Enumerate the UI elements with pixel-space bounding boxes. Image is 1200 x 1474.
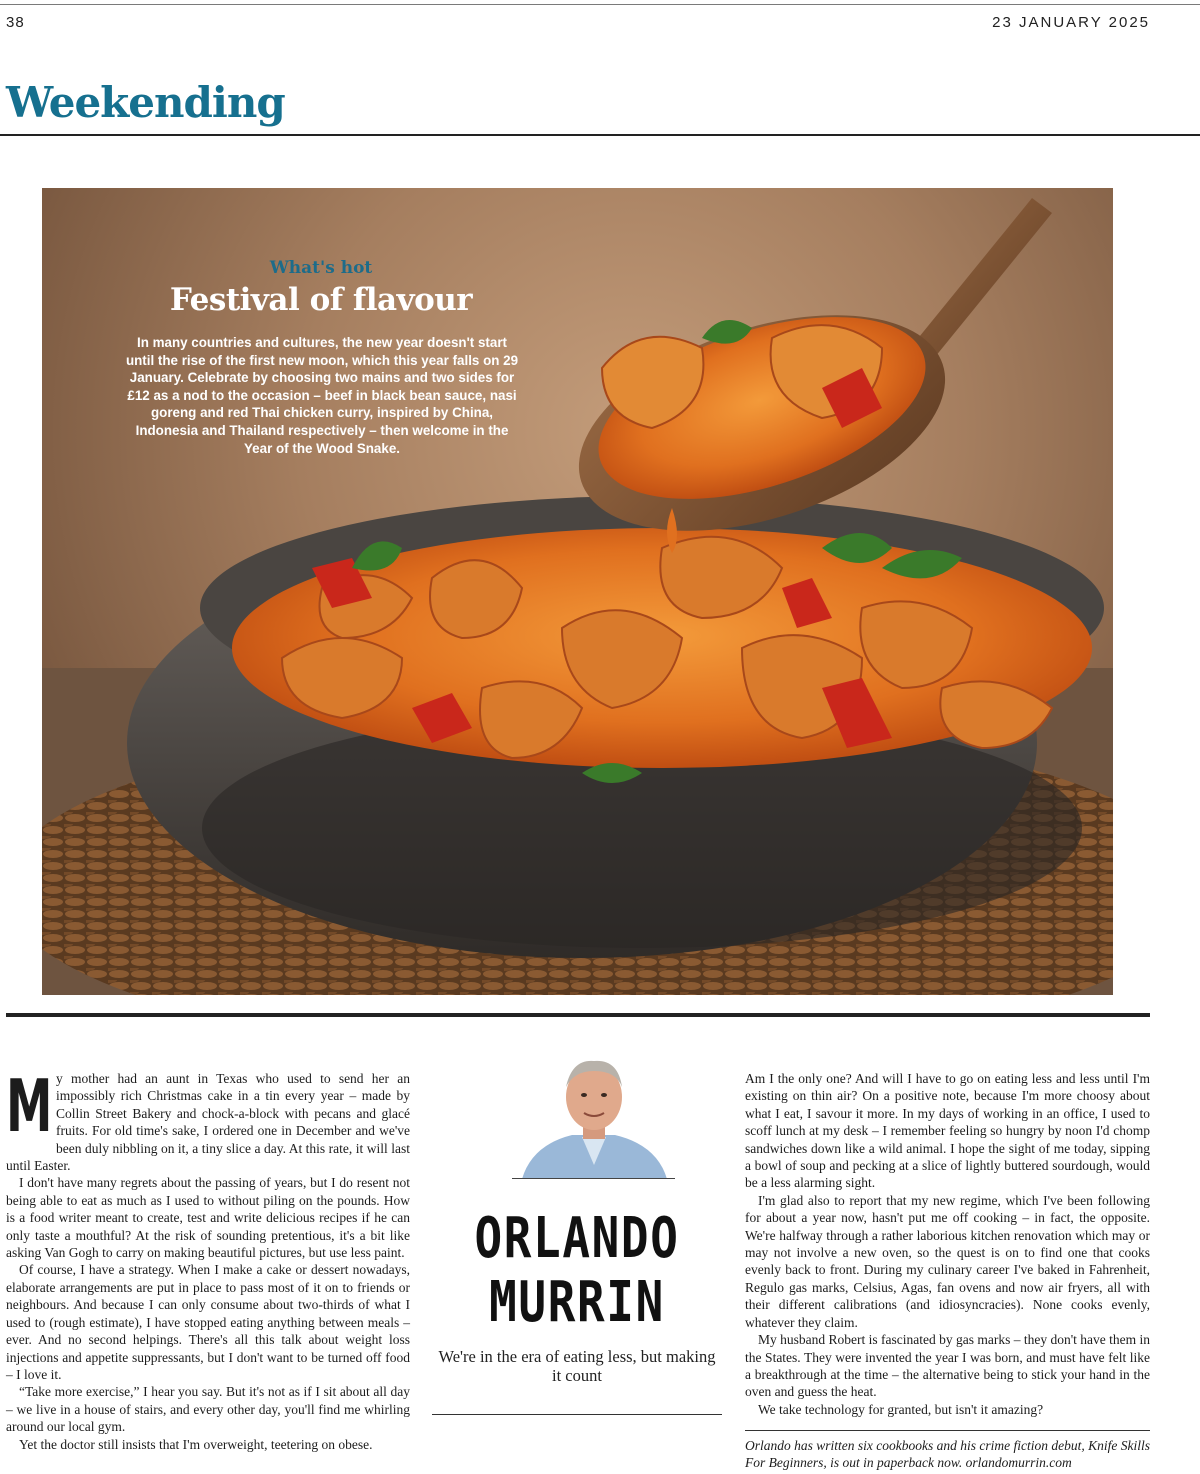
issue-date: 23 JANUARY 2025 [992, 14, 1150, 31]
feature-standfirst: In many countries and cultures, the new year doesn't start until the rise of the first new moon, which this year falls on 29 January. Celebrate by choosing two mains and two sides for £12 as a nod to the occasion – beef in black bean sauce, nasi goreng and red Thai chicken curry, inspired by China, Indonesia and Thailand respectively – then welcome in the Year of the Wood Snake. [125, 335, 519, 456]
column-right [745, 1070, 1150, 1418]
curry-photo [42, 188, 1113, 995]
feature-kicker: What's hot [269, 258, 373, 278]
drop-cap: M [6, 1064, 53, 1148]
author-photo [512, 1055, 675, 1179]
author-portrait [512, 1055, 675, 1179]
section-rule [0, 134, 1200, 136]
paragraph: My husband Robert is fascinated by gas marks – they don't have them in the States. They were invented the year I was born, and must have felt like a breakthrough at the time – the alternative being to stick your hand in the oven and guess the heat. [745, 1332, 1150, 1400]
byline-first-name: ORLANDO [474, 1206, 680, 1271]
column-left [6, 1064, 410, 1453]
paragraph: Yet the doctor still insists that I'm overweight, teetering on obese. [19, 1436, 373, 1452]
tagline-rule [432, 1414, 722, 1415]
paragraph: y mother had an aunt in Texas who used to send her an impossibly rich Christmas cake in a tin every year – made by Collin Street Bakery and chock-a-block with pecans and glacé fruits. For old time's sake, I ordered one in December and we've been duly nibbling on it, a tiny slice a day. At this rate, it will last until Easter. [6, 1071, 410, 1174]
paragraph: Am I the only one? And will I have to go on eating less and less until I'm existing on thin air? On a positive note, because I'm more choosy about what I eat, I savour it more. In my days of working in an office, I used to scoff lunch at my desk – I remember feeling so hungry by noon I'd chomp sandwiches down like a wild animal. I hope the sight of me today, sipping a bowl of soup and pecking at a slice of lightly buttered sourdough, would be a less alarming sight. [745, 1071, 1150, 1191]
portrait-rule [512, 1178, 675, 1179]
column-tagline: We're in the era of eating less, but making it count [438, 1347, 716, 1385]
page-number: 38 [6, 14, 25, 31]
paragraph: I don't have many regrets about the passing of years, but I do resent not being able to eat as much as I used to without piling on the pounds. How is a food writer meant to create, test and write delicious recipes if he can only taste a mouthful? At the risk of sounding pretentious, it's a bit like asking Van Gogh to carry on making beautiful pictures, but use less paint. [6, 1175, 410, 1261]
paragraph: We take technology for granted, but isn't it amazing? [758, 1401, 1044, 1417]
byline-last-name: MURRIN [489, 1270, 665, 1335]
top-rule [0, 4, 1200, 5]
byline [458, 1207, 696, 1335]
column-rule [6, 1013, 1150, 1017]
paragraph: Of course, I have a strategy. When I make a cake or dessert nowadays, elaborate arrangements are put in place to pass most of it on to friends or neighbours. And because I can only consume about two-thirds of what I used to (rough estimate), I have stopped eating anything between meals – ever. And no second helpings. There's all this talk about weight loss injections and appetite suppressants, but I don't want to be turned off food – I love it. [6, 1262, 410, 1382]
paragraph: “Take more exercise,” I hear you say. But it's not as if I sit about all day – we live in a house of stairs, and every other day, you'll find me whirling around our local gym. [6, 1384, 410, 1435]
section-title: Weekending [6, 78, 285, 127]
bio-rule [745, 1430, 1150, 1431]
feature-headline: Festival of flavour [169, 282, 473, 318]
author-bio: Orlando has written six cookbooks and his crime fiction debut, Knife Skills For Beginners, is out in paperback now. orlandomurrin.com [745, 1438, 1150, 1471]
paragraph: I'm glad also to report that my new regime, which I've been following for about a year now, hasn't put me off cooking – in fact, the opposite. We're halfway through a rather laborious kitchen renovation which may or may not involve a new oven, so the quest is on to find one that cooks evenly back to front. During my culinary career I've baked in Fahrenheit, Regulo gas marks, Celsius, Agas, fan ovens and now air fryers, all with their different calibrations (and idiosyncracies). None cooks evenly, whatever they claim. [745, 1192, 1150, 1330]
